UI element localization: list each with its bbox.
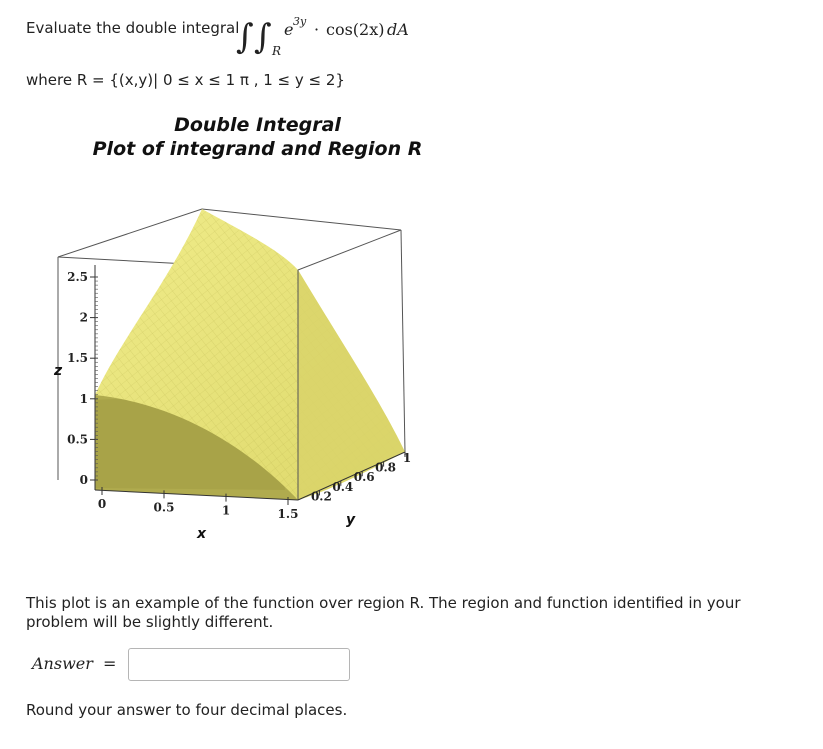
plot-title-line1: Double Integral [174, 114, 341, 136]
region-subscript: R [272, 44, 282, 58]
exp-power: 3y [293, 15, 307, 28]
integral-sign-1: ∫ [236, 17, 254, 57]
z-tick-label: 2.5 [67, 270, 88, 284]
cos-term: cos(2x) [326, 20, 385, 39]
integral-formula [232, 8, 432, 60]
x-tick-label: 1 [221, 503, 231, 518]
region-definition: where R = {(x,y)| 0 ≤ x ≤ 1 π , 1 ≤ y ≤ 2} [26, 71, 345, 89]
z-tick-label: 2 [79, 310, 88, 325]
x-tick-label: 0.5 [153, 500, 175, 515]
plot-title [80, 113, 435, 161]
z-tick-label: 0.5 [67, 432, 88, 447]
plot-note: This plot is an example of the function over region R. The region and function identified in your problem will be slightly different. [26, 594, 741, 631]
round-instruction: Round your answer to four decimal places. [26, 701, 348, 719]
question-intro: Evaluate the double integral [26, 19, 240, 37]
y-tick-label: 1 [402, 451, 412, 465]
x-tick-label: 0 [97, 497, 107, 511]
x-axis-label: x [197, 526, 207, 542]
y-axis-label: y [346, 512, 356, 528]
surface-plot [40, 190, 440, 550]
z-ticks [67, 270, 98, 487]
multiply-dot: · [314, 20, 320, 39]
differential: dA [387, 20, 409, 39]
y-tick-label: 0.8 [375, 460, 397, 475]
y-tick-label: 0.4 [332, 479, 354, 494]
integral-sign-2: ∫ [254, 17, 272, 57]
z-tick-label: 1.5 [67, 351, 88, 366]
answer-label: Answer [32, 654, 93, 673]
z-axis-label: z [54, 363, 63, 379]
y-tick-label: 0.2 [310, 489, 332, 504]
exp-base: e [284, 20, 294, 39]
plot-title-line2: Plot of integrand and Region R [92, 138, 423, 160]
z-tick-label: 0 [79, 473, 88, 487]
y-tick-label: 0.6 [353, 470, 375, 485]
answer-equals: = [103, 654, 117, 673]
z-tick-label: 1 [79, 391, 88, 406]
x-tick-label: 1.5 [277, 507, 299, 521]
answer-input[interactable] [128, 648, 350, 681]
